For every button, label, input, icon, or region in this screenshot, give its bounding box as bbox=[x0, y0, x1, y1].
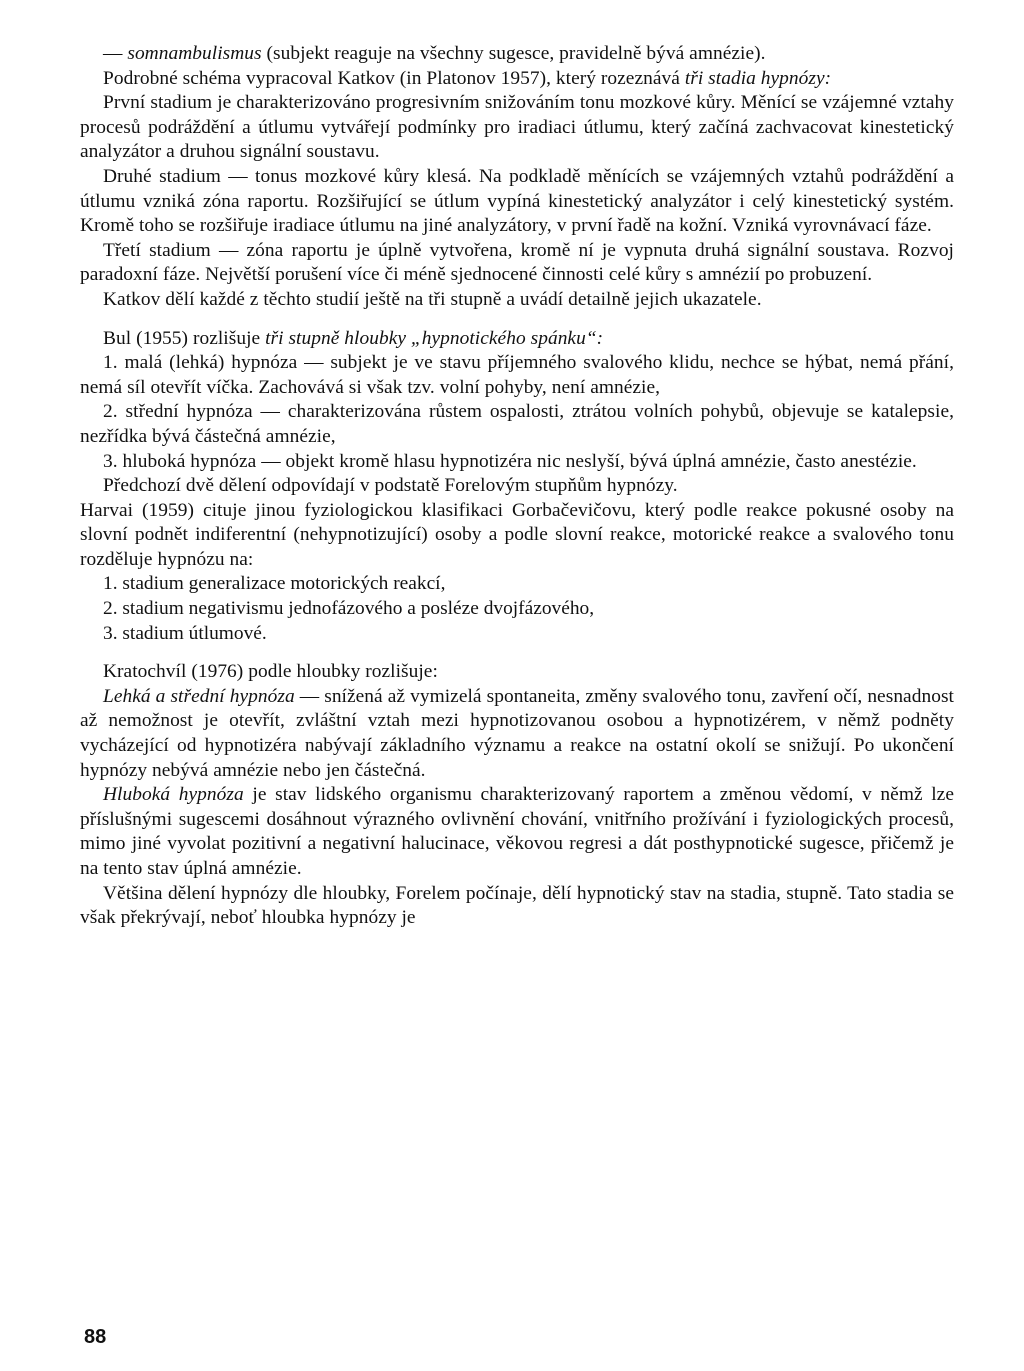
term-tri-stadia: tři stadia hypnózy: bbox=[684, 67, 832, 89]
paragraph-katkov-intro bbox=[80, 67, 954, 92]
list-item-deep-hypnosis: 3. hluboká hypnóza — objekt kromě hlasu hypnotizéra nic neslyší, bývá úplná amnézie, často anestézie. bbox=[103, 450, 917, 472]
paragraph-katkov-steps: Katkov dělí každé z těchto studií ještě na tři stupně a uvádí detailně jejich ukazatele. bbox=[103, 288, 762, 310]
term-lehka-stredni: Lehká a střední hypnóza bbox=[103, 685, 295, 707]
paragraph-somnambulismus bbox=[80, 42, 954, 67]
term-somnambulismus: somnambulismus bbox=[127, 43, 262, 64]
list-item-light-hypnosis: 1. malá (lehká) hypnóza — subjekt je ve stavu příjemného svalového klidu, nechce se hýbat, nemá přání, nemá síl otevřít víčka. Zachovává si však tzv. volní pohyby, není amnézie, bbox=[80, 352, 954, 398]
paragraph-forel: Předchozí dvě dělení odpovídají v podstatě Forelovým stupňům hypnózy. bbox=[103, 475, 678, 497]
paragraph-text: Bul (1955) rozlišuje bbox=[103, 327, 266, 349]
paragraph-text: Podrobné schéma vypracoval Katkov (in Platonov 1957), který rozeznává bbox=[103, 67, 685, 89]
dash: — bbox=[103, 43, 128, 64]
paragraph-text: je stav lidského organismu charakterizovaný raportem a změnou vědomí, v němž lze příslušnými sugescemi dosáhnout výrazného ovlivnění chování, vnitřního prožívání i fyziologických procesů, mimo jiné vyvolat pozitivní a negativní halucinace, věkovou regresi a dát posthypnotické sugesce, přičemž je na tento stav úplná amnézie. bbox=[80, 784, 954, 879]
paragraph-text: — snížená až vymizelá spontaneita, změny svalového tonu, zavření očí, nesnadnost až nemožnost je otevřít, zvláštní vztah mezi hypnotizovanou osobou a hypnotizérem, v němž podněty vycházející od hypnotizéra nabývají základního významu a reakce na ostatní okolí se snižují. Po ukončení hypnózy nebývá amnézie nebo jen částečná. bbox=[80, 685, 954, 781]
list-item: 1. stadium generalizace motorických reakcí, bbox=[103, 573, 446, 595]
paragraph-harvai: Harvai (1959) cituje jinou fyziologickou klasifikaci Gorbačevičovu, který podle reakce pokusné osoby na slovní podnět indiferentní (nehypnotizující) osoby a podle slovní reakce, motorické reakce a svalového tonu rozděluje hypnózu na: bbox=[80, 499, 954, 570]
paragraph-first-stage: První stadium je charakterizováno progresivním snižováním tonu mozkové kůry. Měnící se vzájemné vztahy procesů podráždění a útlumu vytvářejí podmínky pro iradiaci útlumu, který začíná zachvacovat kinestetický analyzátor a druhou signální soustavu. bbox=[80, 92, 954, 163]
paragraph-depth-division: Většina dělení hypnózy dle hloubky, Forelem počínaje, dělí hypnotický stav na stadia, stupně. Tato stadia se však překrývají, neboť hloubka hypnózy je bbox=[80, 882, 954, 929]
paragraph-text: (subjekt reaguje na všechny sugesce, pravidelně bývá amnézie). bbox=[261, 43, 766, 64]
paragraph-bul-intro bbox=[80, 327, 954, 352]
list-item-medium-hypnosis: 2. střední hypnóza — charakterizována růstem ospalosti, ztrátou volních pohybů, objevuje se katalepsie, nezřídka bývá částečná amnézie, bbox=[80, 401, 954, 447]
paragraph-deep-hypnosis bbox=[80, 783, 954, 881]
term-tri-stupne: tři stupně hloubky „hypnotického spánku“: bbox=[265, 327, 604, 349]
list-item: 2. stadium negativismu jednofázového a posléze dvojfázového, bbox=[103, 598, 595, 620]
term-hluboka: Hluboká hypnóza bbox=[103, 784, 244, 806]
paragraph-kratochvil-intro: Kratochvíl (1976) podle hloubky rozlišuje: bbox=[103, 661, 438, 683]
paragraph-second-stage: Druhé stadium — tonus mozkové kůry klesá. Na podkladě měnících se vzájemných vztahů podráždění a útlumu vzniká zóna raportu. Rozšiřující se útlum vypíná kinestetický analyzátor i celý kinestetický systém. Kromě toho se rozšiřuje iradiace útlumu na jiné analyzátory, v první řadě na kožní. Vzniká vyrovnávací fáze. bbox=[80, 165, 954, 237]
list-item: 3. stadium útlumové. bbox=[103, 622, 267, 644]
page-number: 88 bbox=[84, 1326, 107, 1348]
paragraph-third-stage: Třetí stadium — zóna raportu je úplně vytvořena, kromě ní je vypnuta druhá signální soustava. Rozvoj paradoxní fáze. Největší porušení více či méně sjednocené činnosti celé kůry s amnézií po probuzení. bbox=[80, 239, 954, 286]
paragraph-light-medium-hypnosis bbox=[80, 685, 954, 783]
